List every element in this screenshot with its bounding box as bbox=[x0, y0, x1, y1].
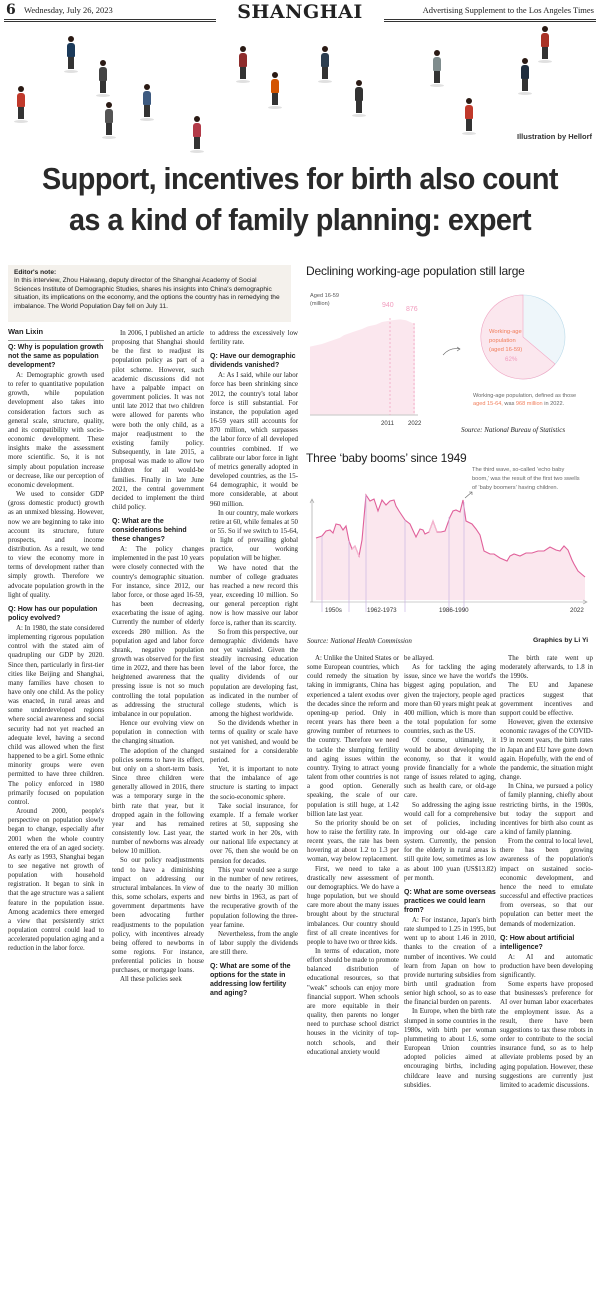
paragraph: However, given the extensive economic ravages of the COVID-19 in recent years, the birth rates in Japan and EU have gone down again. Hopefully, with the end of the pandemic, the situation might change. bbox=[500, 719, 593, 782]
chart1-xlabel-2022: 2022 bbox=[408, 421, 422, 427]
paragraph: A: Unlike the United States or some European countries, which could remedy the situation by taking in immigrants, China has experienced a talent exodus over the decades since the reform and opening-up period. Only in recent years has there been a growing number of returnees to the country. Therefore we need to tackle the slumping fertility and aging issues within the country. Trying to attract young talent from other countries is not a good option. Generally speaking, the scale of our population is still huge, at 1.42 billion late last year. bbox=[307, 655, 399, 818]
graphics-credit: Graphics by Li Yi bbox=[533, 637, 589, 644]
paragraph: So the priority should be on how to raise the fertility rate. In recent years, the rate has been hovering at about 1.2 to 1.3 per woman, way below replacement. bbox=[307, 819, 399, 864]
paragraph: So our policy readjustments tend to have a diminishing impact on addressing our structural imbalances. In view of this, some scholars, experts and government departments have been advocating further readjustments to the population policy, with incentives already being offered to newborns in some regions. For instance, preferential policies in house purchases, or mortgage loans. bbox=[112, 857, 204, 975]
paragraph: Around 2000, people's perspective on population slowly began to change, especially after 2001 when the whole country entered the era of an aged society. As early as 1993, Shanghai began to see negative net growth of population with household registration. It began to sink in that the age structure was a salient feature in the population issue. Among academics there emerged a view that persistently strict population control could lead to accelerated population aging and a reduction in the labor force. bbox=[8, 808, 104, 953]
paragraph: The EU and Japanese practices suggest that government incentives and support could be effective. bbox=[500, 682, 593, 717]
paragraph: A: As I said, while our labor force has been shrinking since 2012, the country's total labor force is still substantial. For instance, the population aged 16-59 years still accounts for 870 million, which surpasses the labor force of all developed countries combined. If we calibrate our labor force in light of metrics generally adopted in developed countries, as the 15-64 demographic, it would be more considerable, at about 960 million. bbox=[210, 372, 298, 508]
chart2-xlabel-1986-1990: 1986-1990 bbox=[439, 607, 469, 614]
paragraph: Of course, ultimately, it would be about developing the economy, so that it would provide financially for a whole range of issues related to aging, such as health care, or old-age care. bbox=[404, 737, 496, 800]
person-figure bbox=[64, 36, 78, 73]
section-title: SHANGHAI bbox=[237, 1, 363, 23]
masthead-rule-right bbox=[384, 19, 596, 22]
chart1-title: Declining working-age population still large bbox=[306, 264, 525, 278]
paragraph: This year would see a surge in the number of new retirees, due to the nearly 30 million new births in 1963, as part of the recuperative growth of the population following the three-year famine. bbox=[210, 866, 298, 929]
paragraph: be allayed. bbox=[404, 655, 434, 662]
paragraph: We used to consider GDP (gross domestic product) growth as an unmixed blessing. However, now we are beginning to take into account its structure, future prospects, and income distribution. As a result, we tend to view the economy more in terms of development rather than simply growth. Therefore we advocate population growth in the light of quality. bbox=[8, 491, 104, 599]
pie-label-1: Working-age bbox=[489, 329, 522, 335]
paragraph: In 2006, I published an article proposing that Shanghai should be the first to readjust its population policy as part of a pilot scheme. However, such academic discussions did not have a palpable impact on government policies. It was not until late 2012 that two children were allowed for parents who were both the only child, as a major readjustment to the existing family policy. Subsequently, in late 2015, a proposal was made to allow two children for all would-be families. Finally in late June 2021, the central government decided to implement the third child policy. bbox=[112, 330, 204, 511]
person-figure bbox=[96, 60, 110, 97]
chart2-graphic bbox=[300, 490, 600, 615]
paragraph: The birth rate went up moderately afterwards, to 1.8 in the 1990s. bbox=[500, 655, 593, 681]
pie-label-3: (aged 16-59) bbox=[489, 347, 523, 353]
paragraph: Some experts have proposed that businesses's preference for AI over human labor exacerbates the employment issue. As a result, there have been suggestions to tax these robots in order to contribute to the social insurance fund, so as to help alleviate problems posed by an aging population. However, these suggestions are currently just limited to academic discussions. bbox=[500, 981, 593, 1089]
paragraph: So from this perspective, our demographic dividends have not yet vanished. Given the steadily increasing education level of the labor force, the quality dividends of our population are developing fast, as indicated in the number of college students, which is among the highest worldwide. bbox=[210, 628, 298, 719]
paragraph: All these policies seek bbox=[120, 976, 182, 984]
paragraph: A: In 1980, the state considered implementing rigorous population control with the stated aim of quadrupling our GDP by 2020. Since then, particularly in first-tier cities like Beijing and Shanghai, many families have chosen to have only one child. As the policy was enacted, in rural areas and some underdeveloped regions where social awareness and social security had not yet reached an adequate level, having a second child was allowed when the first happened to be a girl. Some ethnic minority groups were even permitted to have three children. The policy enforced in 1980 primarily focused on population control. bbox=[8, 624, 104, 806]
person-figure bbox=[190, 116, 204, 153]
chart1-note bbox=[473, 392, 598, 408]
pie-label-2: population bbox=[489, 338, 516, 344]
paragraph: Hence our evolving view on population in connection with the changing situation. bbox=[112, 720, 204, 746]
chart1-xlabel-2011: 2011 bbox=[381, 421, 394, 427]
person-figure bbox=[102, 102, 116, 139]
article-column-5 bbox=[404, 654, 496, 1090]
chart2-annotation: The third wave, so-called ‘echo baby boom,’ was the result of the first two swells of ‘baby boomers’ having children. bbox=[472, 467, 580, 491]
person-figure bbox=[430, 50, 444, 87]
person-figure bbox=[14, 86, 28, 123]
person-figure bbox=[140, 84, 154, 121]
chart2-area bbox=[316, 495, 585, 600]
paragraph: We have noted that the number of college graduates has reached a new record this year, exceeding 10 million. So our general perception right now is how massive our labor force is, rather than its scarcity. bbox=[210, 564, 298, 627]
pie-percent: 62% bbox=[505, 356, 518, 363]
person-figure bbox=[236, 46, 250, 83]
paragraph: In China, we pursued a policy of family planning, chiefly about restricting births, in the 1980s, but today the support and incentives for birth also count as a kind of family planning. bbox=[500, 783, 593, 836]
person-figure bbox=[318, 46, 332, 83]
chart1-ylabel-1: Aged 16-59 bbox=[310, 293, 339, 299]
paragraph: The adoption of the changed policies seems to have its effect, but only on a short-term basis. Since three children were generally allowed in 2016, there was a temporary surge in the birth rate that year, but it dropped again in the following year and has remained consistently low. Last year, the number of newborns was already below 10 million. bbox=[112, 747, 204, 856]
paragraph: Nevertheless, from the angle of labor supply the dividends are still there. bbox=[210, 930, 298, 957]
person-figure bbox=[518, 58, 532, 95]
people-illustration bbox=[0, 24, 600, 160]
question-heading: Q: How has our population policy evolved? bbox=[8, 605, 98, 622]
person-figure bbox=[268, 72, 282, 109]
paragraph: In our country, male workers retire at 60, while females at 50 or 55. So if we switch to 15-64, in light of prevailing global practice, our working population will be higher. bbox=[210, 509, 298, 563]
question-heading: Q: What are the considerations behind these changes? bbox=[112, 518, 187, 544]
paragraph: Yet, it is important to note that the imbalance of age structure is starting to impact the socio-economic sphere. bbox=[210, 766, 298, 801]
editor-note-title: Editor's note: bbox=[14, 269, 57, 276]
chart1-ylabel-2: (million) bbox=[310, 301, 330, 307]
paragraph: So addressing the aging issue would call for a comprehensive set of policies, including improving our old-age care system. Currently, the pension for the elderly in rural areas is still quite low, sometimes as low as about 100 yuan (US$13.82) per month. bbox=[404, 801, 496, 882]
chart2-xlabel-1950s: 1950s bbox=[325, 607, 342, 614]
supplement-label: Advertising Supplement to the Los Angeles Times bbox=[422, 5, 594, 15]
paragraph: Take social insurance, for example. If a female worker retires at 50, supposing she started work in her 20s, with our national life expectancy at over 76, then she would be on pension for decades. bbox=[210, 802, 298, 865]
headline bbox=[21, 158, 579, 240]
paragraph: In Europe, when the birth rate slumped in some countries in the 1980s, with birth per woman plummeting to about 1.6, some European Union countries adopted policies aimed at encouraging births, including childcare leave and nursing subsidies. bbox=[404, 1008, 496, 1089]
chart2-source: Source: National Health Commission bbox=[307, 637, 412, 645]
chart1-source: Source: National Bureau of Statistics bbox=[461, 426, 566, 434]
masthead bbox=[0, 0, 600, 22]
person-figure bbox=[352, 80, 366, 117]
headline-line-1: Support, incentives for birth also count bbox=[42, 161, 558, 196]
paragraph: So the dividends whether in terms of quality or scale have not yet vanished, and would be sustained for a considerable period. bbox=[210, 720, 298, 764]
chart1-peak-value: 940 bbox=[382, 302, 394, 309]
chart1-arrow-icon bbox=[443, 349, 460, 355]
paragraph: A: For instance, Japan's birth rate slumped to 1.25 in 1995, but went up to about 1.46 in 2010, thanks to the creation of a number of incentives. We could learn from Japan on how to provide nurturing subsidies from birth until graduation from senior high school, so as to ease the financial burden on parents. bbox=[404, 916, 496, 1007]
article-column-2 bbox=[112, 329, 204, 985]
article-column-4 bbox=[307, 654, 399, 1057]
chart1-note-line1: Working-age population, defined as those bbox=[473, 393, 577, 399]
headline-line-2: as a kind of family planning: expert bbox=[68, 202, 532, 237]
paragraph: A: Demographic growth used to refer to quantitative population growth, while population development also takes into consideration factors such as general scale, structure, quality, and its compatibility with socio-economic development. These insights make the assessment more scientific. So, it is not simply about population increase or decrease, like our perception of economic development. bbox=[8, 372, 104, 489]
paragraph: From the central to local level, there has been growing awareness of the population's impact on sustained socio-economic development, and hence the need to emulate successful and effective practices from overseas, so that our population can better meet the demands of modernization. bbox=[500, 838, 593, 928]
paragraph: As for tackling the aging issue, since we have the world's biggest aging population, and given the trajectory, people aged more than 60 years might peak at 400 million, which is more than the total population for some countries, such as the US. bbox=[404, 664, 496, 736]
chart1-end-value: 876 bbox=[406, 306, 418, 313]
question-heading: Q: Have our demographic dividends vanished? bbox=[210, 353, 296, 370]
chart2-title: Three ‘baby booms’ since 1949 bbox=[306, 451, 467, 465]
annotation-arrow-icon bbox=[465, 492, 472, 498]
chart2-xlabel-1962-1973: 1962-1973 bbox=[367, 607, 397, 614]
chart2-xlabel-2022: 2022 bbox=[570, 607, 584, 614]
question-heading: Q: How about artificial intelligence? bbox=[500, 934, 575, 951]
paragraph: First, we need to take a drastically new assessment of our demographics. We do have a huge population, but we should care more about the many issues brought about by the structural imbalances. Our country should first of all create incentives for people to have two or three kids. bbox=[307, 865, 399, 946]
page-number: 6 bbox=[6, 2, 16, 18]
chart1-note-line2: aged 15-64, was 968 million in 2022. bbox=[473, 401, 565, 407]
paragraph: In terms of education, more effort should be made to promote balanced distribution of educational resources, so that "weak" schools can enjoy more financial support. When schools are more equitable in their quality, then parents no longer need to purchase school district houses in the vicinity of top-notch schools, and their educational anxiety would bbox=[307, 948, 399, 1056]
question-heading: Q: Why is population growth not the same as population development? bbox=[8, 344, 104, 369]
article-column-3 bbox=[210, 329, 298, 999]
editor-note-body: In this interview, Zhou Haiwang, deputy director of the Shanghai Academy of Social Sciences Institute of Demographic Studies, shares his insights into China's demographic situation, its implications on the economy, and the options the country has in remedying the imbalance. The World Population Day fell on July 11. bbox=[14, 277, 280, 310]
editor-note bbox=[8, 265, 291, 322]
question-heading: Q: What are some of the options for the state in addressing low fertility and aging? bbox=[210, 963, 291, 998]
person-figure bbox=[538, 26, 552, 63]
article-column-6 bbox=[500, 654, 593, 1090]
person-figure bbox=[462, 98, 476, 135]
paragraph: to address the excessively low fertility rate. bbox=[210, 330, 298, 347]
illustration-credit: Illustration by Hellorf bbox=[516, 132, 592, 141]
paragraph: A: The policy changes implemented in the past 10 years were closely connected with the country's demographic situation. For instance, since 2012, our labor force, or those aged 16-59, has been decreasing, exacerbating the issue of aging. Currently the number of elderly exceeds 280 million. As the population aged and labor force shrank, negative population growth was observed for the first time in 2022, and there has been heightened awareness that the pressing issue is not so much controlling the total population as addressing the structural imbalance in our population. bbox=[112, 546, 204, 718]
question-heading: Q: What are some overseas practices we could learn from? bbox=[404, 888, 496, 914]
masthead-rule-left bbox=[4, 19, 216, 22]
chart1-area bbox=[310, 319, 415, 414]
byline: Wan Lixin bbox=[8, 327, 104, 341]
article-column-1 bbox=[8, 343, 104, 954]
paragraph: A: AI and automatic production have been developing significantly. bbox=[500, 953, 593, 979]
issue-date: Wednesday, July 26, 2023 bbox=[24, 5, 113, 15]
